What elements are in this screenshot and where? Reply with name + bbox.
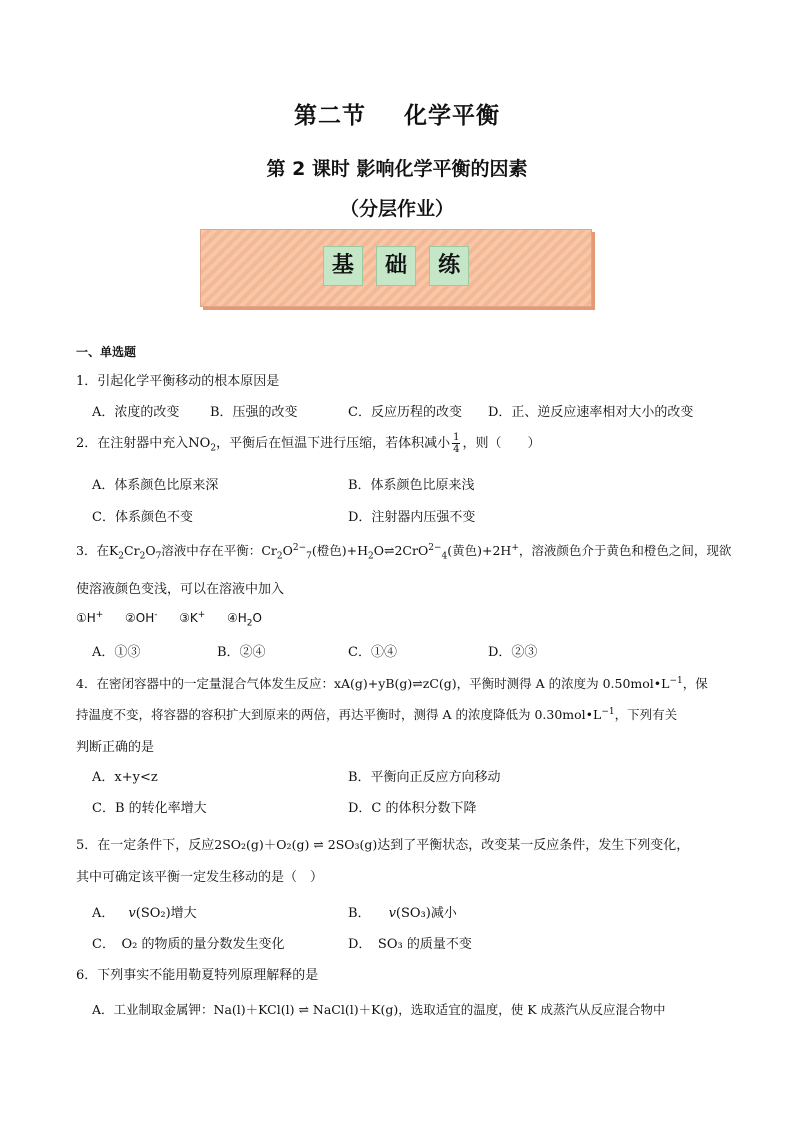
question-2-stem xyxy=(76,432,540,455)
lesson-subtitle: （分层作业） xyxy=(339,198,454,220)
q3-text: 3．在 xyxy=(76,543,109,558)
q3-sub: 2 xyxy=(368,551,374,562)
q5-b-text: (SO₃)减小 xyxy=(395,906,457,921)
fraction-denominator: 4 xyxy=(453,444,460,455)
banner-char: 础 xyxy=(376,246,416,286)
section-number: 第二节 xyxy=(294,103,366,129)
q3-reagent: O xyxy=(252,611,262,625)
q1-option-b: B．压强的改变 xyxy=(210,405,298,420)
q3-text: ，溶液颜色介于黄色和橙色之间，现欲 xyxy=(518,543,732,558)
banner-char: 练 xyxy=(429,246,469,286)
q3-sub: 2 xyxy=(246,618,253,629)
question-5-line-2: 其中可确定该平衡一定发生移动的是（ ） xyxy=(76,870,324,885)
q2-option-b: B．体系颜色比原来浅 xyxy=(348,478,475,493)
q4-text: ，保 xyxy=(682,676,708,691)
section-heading: 一、单选题 xyxy=(76,345,137,359)
q2-text: ，平衡后在恒温下进行压缩，若体积减小 xyxy=(216,436,451,451)
q5-a-text: (SO₂)增大 xyxy=(135,906,197,921)
q5-text: 达到了平衡状态，改变某一反应条件，发生下列变化， xyxy=(377,838,690,853)
q3-sup: 2− xyxy=(292,542,307,553)
rate-symbol: v xyxy=(128,906,136,921)
q3-reagent-list xyxy=(76,610,262,628)
q3-reagent: ④H xyxy=(226,611,247,625)
question-4-line-2 xyxy=(76,705,677,723)
question-5-line-1 xyxy=(76,834,689,853)
q3-option-a: A．①③ xyxy=(92,645,141,660)
q3-cr: Cr xyxy=(261,543,277,558)
q6-a-text: ，选取适宜的温度，使 K 成蒸汽从反应混合物中 xyxy=(398,1002,666,1017)
section-title xyxy=(0,97,794,130)
q4-text: ，下列有关 xyxy=(614,707,678,722)
fraction-one-quarter xyxy=(452,432,460,455)
q2-text: 2．在注射器中充入 xyxy=(76,436,189,451)
q4-option-a: A．x+y<z xyxy=(92,770,158,785)
q4-option-b: B．平衡向正反应方向移动 xyxy=(348,770,501,785)
q4-sup: −1 xyxy=(669,675,683,686)
basic-practice-banner xyxy=(200,229,592,307)
q3-option-d: D．②③ xyxy=(488,645,538,660)
q3-text: (橙色)+H xyxy=(311,543,368,558)
q3-option-c: C．①④ xyxy=(348,645,397,660)
lesson-title: 第 2 课时 影响化学平衡的因素 xyxy=(266,158,528,180)
q5-option-c: C． O₂ 的物质的量分数发生变化 xyxy=(92,937,285,952)
q3-sub: 2 xyxy=(118,551,125,562)
q4-option-c: C．B 的转化率增大 xyxy=(92,801,207,816)
q2-option-c: C．体系颜色不变 xyxy=(92,510,193,525)
banner-char: 基 xyxy=(323,246,363,286)
q6-equation: Na(l)＋KCl(l) ⇌ NaCl(l)＋K(g) xyxy=(213,1002,399,1017)
question-4-line-3: 判断正确的是 xyxy=(76,740,155,755)
q3-sub: 7 xyxy=(306,551,312,562)
q3-o: O xyxy=(282,543,293,558)
q5-text: 5．在一定条件下，反应 xyxy=(76,838,215,853)
fraction-numerator: 1 xyxy=(453,432,460,443)
q3-text: (黄色)+2H xyxy=(447,543,512,558)
q3-text: 溶液中存在平衡： xyxy=(161,543,262,558)
question-3-line-2: 使溶液颜色变浅，可以在溶液中加入 xyxy=(76,582,285,597)
q5-option-d: D． SO₃ 的质量不变 xyxy=(348,937,472,952)
q3-text: O⇌2CrO xyxy=(373,543,429,558)
q3-sub: 4 xyxy=(441,551,448,562)
q2-option-d: D．注射器内压强不变 xyxy=(348,510,476,525)
q5-b-label: B． xyxy=(348,906,371,921)
q3-reagent: ②OH xyxy=(124,611,155,625)
q4-sup: −1 xyxy=(601,706,615,717)
q3-sup: 2− xyxy=(428,542,442,553)
q3-sup: + xyxy=(197,610,206,620)
q6-option-a xyxy=(92,1000,666,1018)
rate-symbol: v xyxy=(388,906,396,921)
q5-option-b xyxy=(348,902,457,921)
q4-text: 持温度不变，将容器的容积扩大到原来的两倍，再达平衡时，测得 A 的浓度降低为 0.30mol•L xyxy=(76,707,602,722)
q3-reagent: ③K xyxy=(179,611,198,625)
no2-sub: 2 xyxy=(210,443,217,454)
q2-text: ，则（ ） xyxy=(462,436,541,451)
section-name: 化学平衡 xyxy=(404,103,500,129)
q2-option-a: A．体系颜色比原来深 xyxy=(92,478,219,493)
q5-equation: 2SO₂(g)＋O₂(g) ⇌ 2SO₃(g) xyxy=(214,837,378,852)
q3-sup: + xyxy=(95,610,104,620)
q4-option-d: D．C 的体积分数下降 xyxy=(348,801,477,816)
q3-sub: 2 xyxy=(276,551,283,562)
question-3-line-1 xyxy=(76,541,731,562)
q6-a-label: A．工业制取金属钾： xyxy=(92,1002,214,1017)
q3-k: K xyxy=(108,543,119,558)
q3-sup: + xyxy=(511,542,519,553)
q3-o: O xyxy=(145,543,156,558)
q3-reagent: ①H xyxy=(76,611,96,625)
q1-option-c: C．反应历程的改变 xyxy=(348,405,462,420)
q3-sup: - xyxy=(154,610,158,620)
q3-option-b: B．②④ xyxy=(217,645,266,660)
q1-option-a: A．浓度的改变 xyxy=(92,405,180,420)
q1-option-d: D．正、逆反应速率相对大小的改变 xyxy=(488,405,694,420)
q3-cr: Cr xyxy=(124,543,140,558)
q3-sub: 7 xyxy=(155,551,162,562)
q5-option-a xyxy=(92,902,197,921)
question-4-line-1 xyxy=(76,674,708,692)
q4-text: 4．在密闭容器中的一定量混合气体发生反应：xA(g)+yB(g)⇌zC(g)，平衡时测得 A 的浓度为 0.50mol•L xyxy=(76,676,670,691)
q3-sub: 2 xyxy=(139,551,146,562)
no2-formula: NO xyxy=(188,436,211,451)
q5-a-label: A． xyxy=(92,906,115,921)
question-1-stem: 1．引起化学平衡移动的根本原因是 xyxy=(76,374,280,389)
question-6-stem: 6．下列事实不能用勒夏特列原理解释的是 xyxy=(76,968,319,983)
